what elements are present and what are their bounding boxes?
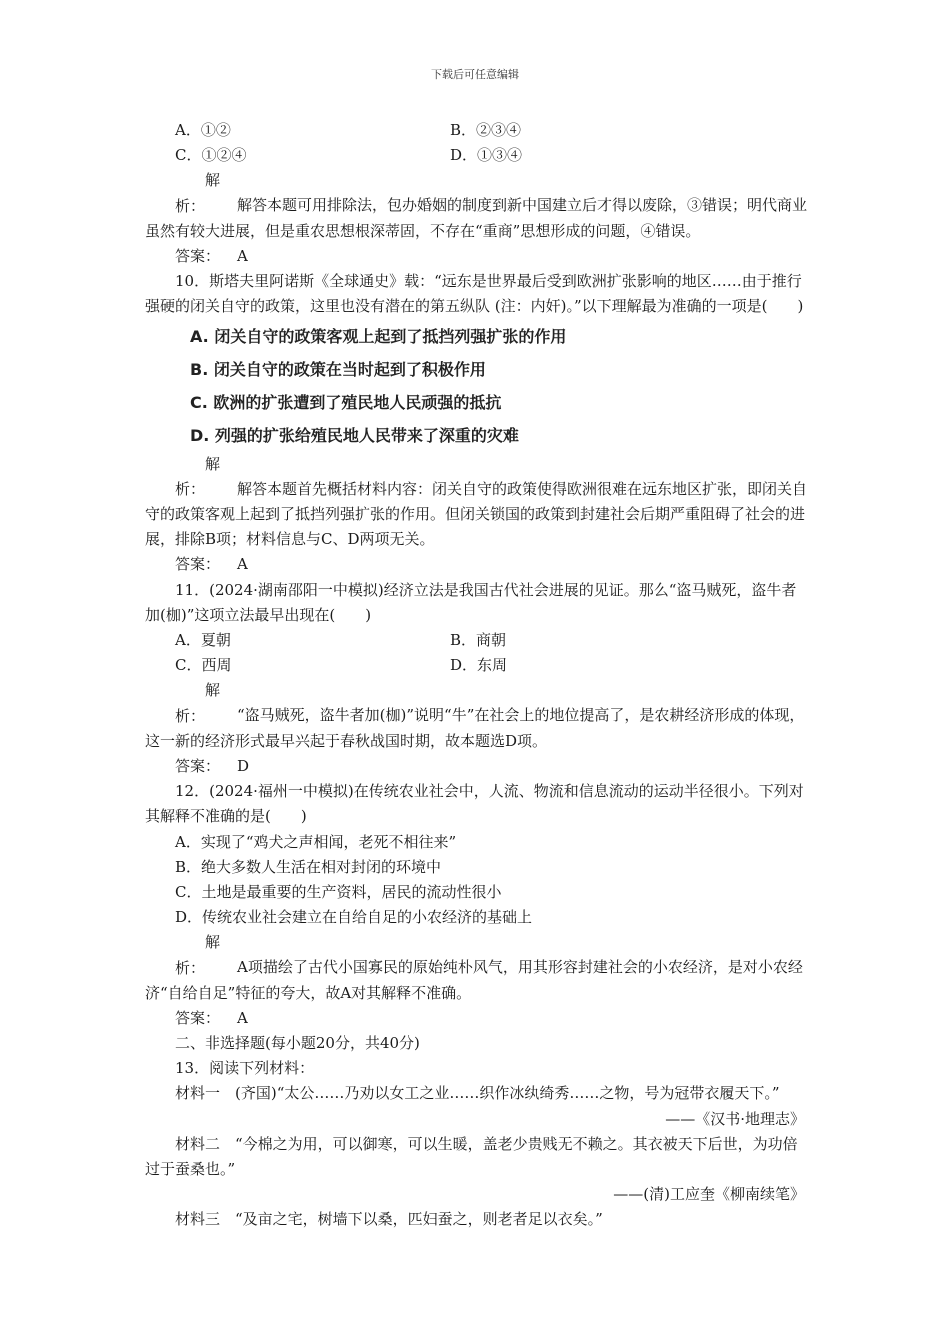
q12-analysis: 解析： A项描绘了古代小国寡民的原始纯朴风气，用其形容封建社会的小农经济，是对小农经济“自给自足”特征的夸大，故A对其解释不准确。 [145, 930, 810, 1006]
q9-options-row1 [145, 118, 810, 143]
q11-stem: 11．(2024·湖南邵阳一中模拟)经济立法是我国古代社会进展的见证。那么“盗马贼死，盗牛者加(枷)”这项立法最早出现在( ) [145, 580, 797, 624]
q10-option-b: B. 闭关自守的政策在当时起到了积极作用 [190, 359, 486, 379]
q13-material-1: 材料一 (齐国)“太公……乃劝以女工之业……织作冰纨绮秀……之物，号为冠带衣履天下。” [175, 1084, 780, 1103]
q12-option-a: A．实现了“鸡犬之声相闻，老死不相往来” [175, 832, 457, 851]
q13-material-2-source: ——(清)工应奎《柳南续笔》 [613, 1185, 805, 1204]
q9-analysis: 解析： 解答本题可用排除法，包办婚姻的制度到新中国建立后才得以废除，③错误；明代商业虽然有较大进展，但是重农思想根深蒂固，不存在“重商”思想形成的问题，④错误。 [145, 168, 810, 244]
answer-label: 答案： [175, 555, 221, 574]
q11-options-row1 [145, 628, 810, 653]
q11-analysis: 解析： “盗马贼死，盗牛者加(枷)”说明“牛”在社会上的地位提高了，是农耕经济形成的体现，这一新的经济形式最早兴起于春秋战国时期，故本题选D项。 [145, 678, 810, 754]
q10-answer: 答案： A [145, 552, 810, 577]
document-body [145, 118, 810, 1233]
q13-material-3: 材料三 “及亩之宅，树墙下以桑，匹妇蚕之，则老者足以衣矣。” [175, 1210, 603, 1229]
q10-stem: 10．斯塔夫里阿诺斯《全球通史》载：“远东是世界最后受到欧洲扩张影响的地区……由于推行强硬的闭关自守的政策，这里也没有潜在的第五纵队 (注：内奸)。”以下理解最为准确的一项是( ) [145, 272, 804, 316]
q11-answer: 答案： D [145, 754, 810, 779]
q9-option-b: B．②③④ [450, 121, 522, 139]
q12-answer: 答案： A [145, 1006, 810, 1031]
q10-option-a: A. 闭关自守的政策客观上起到了抵挡列强扩张的作用 [190, 326, 567, 346]
q10-option-d: D. 列强的扩张给殖民地人民带来了深重的灾难 [190, 425, 519, 445]
q11-option-d: D．东周 [450, 656, 508, 675]
q12-option-b: B．绝大多数人生活在相对封闭的环境中 [175, 857, 442, 876]
q10-options [145, 320, 810, 452]
q13-material-1-source: ——《汉书·地理志》 [665, 1109, 805, 1128]
q10-analysis: 解析： 解答本题首先概括材料内容：闭关自守的政策使得欧洲很难在远东地区扩张，即闭关自守的政策客观上起到了抵挡列强扩张的作用。但闭关锁国的政策到封建社会后期严重阻碍了社会的进展，排除B项；材料信息与C、D两项无关。 [145, 452, 810, 553]
section-heading: 二、非选择题(每小题20分，共40分) [175, 1034, 420, 1053]
q9-answer: 答案： A [145, 244, 810, 269]
q11-options-row2 [145, 653, 810, 678]
analysis-label: 解析： [175, 933, 221, 977]
q12-stem: 12．(2024·福州一中模拟)在传统农业社会中，人流、物流和信息流动的运动半径很小。下列对其解释不准确的是( ) [145, 782, 804, 826]
analysis-label: 解析： [175, 454, 221, 498]
q12-option-d: D．传统农业社会建立在自给自足的小农经济的基础上 [175, 908, 533, 927]
q12-option-c: C．土地是最重要的生产资料，居民的流动性很小 [175, 882, 502, 901]
q11-option-a: A．夏朝 [175, 630, 231, 649]
q11-option-c: C．西周 [175, 656, 232, 675]
q9-option-d: D．①③④ [450, 146, 523, 165]
q9-option-c: C．①②④ [175, 146, 247, 165]
q11-option-b: B．商朝 [450, 630, 507, 649]
q13-material-2: 材料二 “今棉之为用，可以御寒，可以生暖，盖老少贵贱无不赖之。其衣被天下后世，为功倍过于蚕桑也。” [145, 1134, 798, 1179]
analysis-label: 解析： [175, 171, 221, 215]
q13-stem: 13．阅读下列材料： [175, 1059, 315, 1078]
page-header: 下载后可任意编辑 [431, 68, 519, 81]
answer-label: 答案： [175, 756, 221, 775]
q9-option-a: A．①② [175, 121, 231, 139]
q9-options-row2 [145, 143, 810, 168]
answer-label: 答案： [175, 246, 221, 265]
analysis-label: 解析： [175, 681, 221, 725]
answer-label: 答案： [175, 1008, 221, 1027]
q10-option-c: C. 欧洲的扩张遭到了殖民地人民顽强的抵抗 [190, 392, 502, 412]
